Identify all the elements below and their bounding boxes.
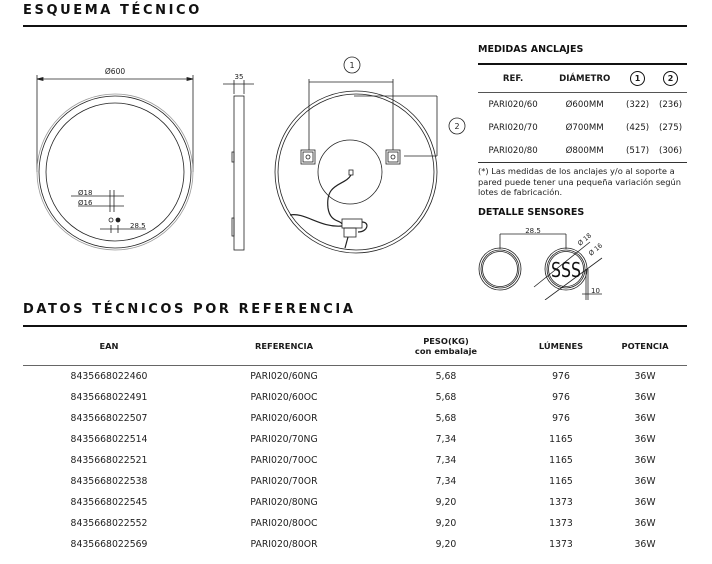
cell-potencia: 36W <box>634 434 656 445</box>
anchors-cell: Ø600MM <box>565 99 604 110</box>
front-sensor-d1: Ø18 <box>78 189 93 197</box>
cell-lumenes: 1373 <box>549 518 573 529</box>
front-sensor-d2: Ø16 <box>78 199 93 207</box>
anchors-cell: (322) <box>626 99 650 110</box>
cell-referencia: PARI020/80NG <box>250 497 318 508</box>
anchors-table <box>478 65 687 163</box>
cell-peso: 7,34 <box>435 476 457 487</box>
cell-ean: 8435668022491 <box>70 392 148 403</box>
cell-potencia: 36W <box>634 371 656 382</box>
technical-data-table <box>23 327 687 555</box>
cell-ean: 8435668022507 <box>70 413 148 424</box>
schema-title: ESQUEMA TÉCNICO <box>23 3 202 18</box>
front-sensor-spacing: 28.5 <box>130 222 146 230</box>
cell-ean: 8435668022545 <box>70 497 148 508</box>
cell-referencia: PARI020/60OC <box>250 392 318 403</box>
back-view <box>275 57 465 253</box>
table-row <box>23 408 687 429</box>
cell-lumenes: 1165 <box>549 455 573 466</box>
cell-peso: 5,68 <box>435 413 457 424</box>
cell-ean: 8435668022460 <box>70 371 148 382</box>
anchors-note: (*) Las medidas de los anclajes y/o al soporte a pared puede tener una pequeña variación según lotes de fabricación. <box>478 166 682 197</box>
cell-peso: 7,34 <box>435 455 457 466</box>
sensors-title: DETALLE SENSORES <box>478 207 585 218</box>
cell-lumenes: 976 <box>552 413 570 424</box>
technical-drawing <box>0 0 470 290</box>
anchors-header-2: 2 <box>663 71 678 86</box>
header-potencia: POTENCIA <box>621 341 669 351</box>
callout-2: 2 <box>454 122 460 131</box>
cell-potencia: 36W <box>634 476 656 487</box>
cell-potencia: 36W <box>634 455 656 466</box>
cell-referencia: PARI020/60OR <box>250 413 318 424</box>
cell-referencia: PARI020/80OR <box>250 539 318 550</box>
anchors-cell: (425) <box>626 122 650 133</box>
sensor-spacing-label: 28.5 <box>525 227 541 235</box>
anchors-row <box>478 93 687 117</box>
table-row <box>23 513 687 534</box>
cell-lumenes: 1165 <box>549 476 573 487</box>
anchors-cell: (275) <box>658 122 683 133</box>
cell-peso: 9,20 <box>435 497 457 508</box>
cell-lumenes: 1373 <box>549 497 573 508</box>
anchors-cell: PARI020/60 <box>488 99 538 110</box>
cell-referencia: PARI020/60NG <box>250 371 318 382</box>
anchors-cell: (236) <box>658 99 683 110</box>
table-row <box>23 366 687 388</box>
cell-potencia: 36W <box>634 497 656 508</box>
cell-ean: 8435668022514 <box>70 434 148 445</box>
anchors-cell: Ø700MM <box>565 122 604 133</box>
header-lumenes: LÚMENES <box>538 341 584 351</box>
cell-lumenes: 1165 <box>549 434 573 445</box>
cell-lumenes: 976 <box>552 371 570 382</box>
cell-ean: 8435668022552 <box>70 518 148 529</box>
sensor-detail-drawing <box>470 220 610 300</box>
table-row <box>23 450 687 471</box>
cell-ean: 8435668022538 <box>70 476 148 487</box>
header-peso-line2: con embalaje <box>414 346 478 356</box>
anchors-cell: Ø800MM <box>565 145 604 156</box>
cell-referencia: PARI020/70OR <box>250 476 318 487</box>
front-view <box>37 75 193 250</box>
table-row <box>23 492 687 513</box>
side-depth-label: 35 <box>234 73 244 81</box>
header-peso-line1: PESO(KG) <box>423 336 469 346</box>
cell-lumenes: 976 <box>552 392 570 403</box>
header-peso <box>373 327 519 366</box>
cell-potencia: 36W <box>634 518 656 529</box>
sensor-depth-label: 10 <box>591 287 600 295</box>
table-row <box>23 534 687 555</box>
cell-referencia: PARI020/70NG <box>250 434 318 445</box>
anchors-title: MEDIDAS ANCLAJES <box>478 44 584 55</box>
cell-lumenes: 1373 <box>549 539 573 550</box>
anchors-cell: (306) <box>658 145 683 156</box>
anchors-cell: (517) <box>626 145 650 156</box>
cell-peso: 9,20 <box>435 518 457 529</box>
cell-peso: 5,68 <box>435 371 457 382</box>
anchors-cell: PARI020/80 <box>488 145 538 156</box>
cell-referencia: PARI020/80OC <box>250 518 318 529</box>
cell-peso: 7,34 <box>435 434 457 445</box>
sensor-d1-label: Ø 18 <box>576 231 594 248</box>
cell-potencia: 36W <box>634 539 656 550</box>
anchors-header-1: 1 <box>630 71 645 86</box>
cell-potencia: 36W <box>634 392 656 403</box>
table-row <box>23 387 687 408</box>
data-title: DATOS TÉCNICOS POR REFERENCIA <box>23 302 356 317</box>
table-row <box>23 429 687 450</box>
cell-peso: 5,68 <box>435 392 457 403</box>
cell-ean: 8435668022569 <box>70 539 148 550</box>
anchors-header-diameter: DIÁMETRO <box>559 73 611 84</box>
callout-1: 1 <box>349 61 355 70</box>
sensor-d2-label: Ø 16 <box>587 241 605 258</box>
cell-peso: 9,20 <box>435 539 457 550</box>
anchors-row <box>478 139 687 163</box>
front-diameter-label: Ø600 <box>104 67 126 76</box>
side-view <box>223 80 254 250</box>
cell-potencia: 36W <box>634 413 656 424</box>
anchors-header-ref: REF. <box>502 73 524 84</box>
cell-ean: 8435668022521 <box>70 455 148 466</box>
sensor-symbol: SSS <box>551 258 581 282</box>
anchors-cell: PARI020/70 <box>488 122 538 133</box>
anchors-row <box>478 116 687 139</box>
cell-referencia: PARI020/70OC <box>250 455 318 466</box>
header-referencia: REFERENCIA <box>255 341 313 351</box>
table-row <box>23 471 687 492</box>
header-ean: EAN <box>99 341 119 351</box>
